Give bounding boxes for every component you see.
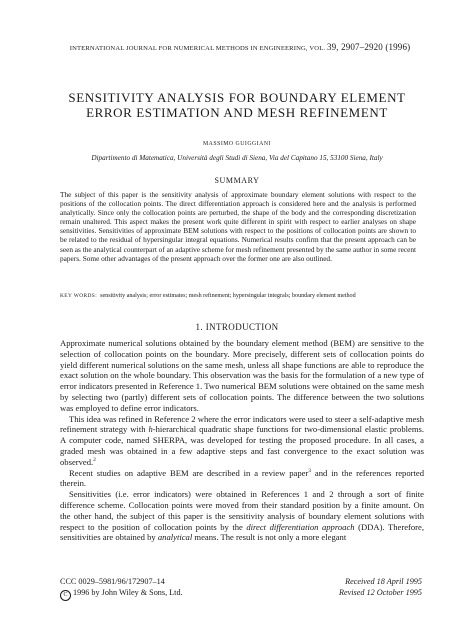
ccc-code: CCC 0029–5981/96/172907–14 — [60, 577, 165, 586]
section-heading: 1. INTRODUCTION — [195, 322, 279, 332]
journal-header — [50, 42, 430, 52]
keywords-text: sensitivity analysis; error estimates; mesh refinement; hypersingular integrals; boundary element method — [100, 293, 356, 299]
summary-text: The subject of this paper is the sensitivity analysis of approximate boundary element solutions with respect to the positions of the collocation points. The direct differentiation approach is considered here and the analysis is performed analytically. Since only the collocation points are perturbed, the shape of the body and the corresponding discretization remain unaltered. This aspect makes the present work quite different in spirit with respect to earlier analyses on shape sensitivities. Sensitivities of approximate BEM solutions with respect to the positions of collocation points are shown to be related to the residual of hypersingular integral equations. Numerical results confirm that the present approach can be seen as the analytical counterpart of an adaptive scheme for mesh refinement presented by the same author in some recent papers. Some other advantages of the present approach over the former one are also outlined. — [60, 190, 416, 263]
paragraph-4-italic-dda: direct differentiation approach — [246, 521, 355, 532]
paragraph-4 — [60, 489, 424, 543]
received-date: Received 18 April 1995 — [345, 577, 422, 586]
volume-pages: 39, 2907–2920 (1996) — [327, 42, 411, 52]
keywords-label: KEY WORDS: — [60, 293, 98, 299]
author-name: MASSIMO GUIGGIANI — [203, 141, 271, 147]
title-line-1: SENSITIVITY ANALYSIS FOR BOUNDARY ELEMENT — [68, 90, 406, 105]
paragraph-3-text-b: and in the references reported therein. — [60, 467, 424, 489]
paragraph-2-text-b: -hierarchical quadratic shape functions for two-dimensional elastic problems. A computer code, named SHERPA, was developed for testing the proposed procedure. In all cases, a graded mesh was obtained in a few adaptive steps and fast convergence to the exact solution was observed. — [60, 424, 424, 467]
journal-name: INTERNATIONAL JOURNAL FOR NUMERICAL METHODS IN ENGINEERING, VOL. — [69, 45, 326, 52]
copyright-line — [60, 588, 183, 601]
paragraph-2 — [60, 414, 424, 468]
paragraph-2-italic-h: h — [148, 424, 153, 435]
paragraph-4-italic-analytical: analytical — [157, 532, 193, 543]
footer-right — [339, 577, 422, 598]
summary-heading: SUMMARY — [214, 176, 260, 185]
keywords-line — [60, 293, 432, 299]
reference-3-superscript: 3 — [308, 467, 312, 474]
reference-2-superscript: 2 — [93, 456, 96, 463]
revised-date: Revised 12 October 1995 — [339, 587, 422, 597]
paragraph-3-text-a: Recent studies on adaptive BEM are described in a review paper — [69, 467, 309, 478]
paragraph-1: Approximate numerical solutions obtained by the boundary element method (BEM) are sensitive to the selection of collocation points on the boundary. More precisely, different sets of collocation points do yield different numerical solutions on the same mesh, unless all shape functions are able to reproduce the exact solution on the whole boundary. This observation was the basis for the formulation of a new type of error indicators presented in Reference 1. Two numerical BEM solutions were obtained on the same mesh by selecting two (partly) different sets of collocation points. The difference between the two solutions was employed to define error indicators. — [60, 338, 424, 413]
paragraph-2-text-a: This idea was refined in Reference 2 where the error indicators were used to steer a self-adaptive mesh refinement strategy with — [60, 413, 424, 435]
paragraph-3 — [60, 468, 424, 490]
title-line-2: ERROR ESTIMATION AND MESH REFINEMENT — [86, 105, 388, 120]
paper-title — [30, 90, 444, 120]
copyright-icon: C — [60, 590, 71, 601]
footer-left — [60, 577, 183, 601]
paragraph-4-text-b: (DDA). Therefore, sensitivities are obtained by — [60, 521, 424, 543]
introduction-body — [60, 338, 424, 543]
paragraph-4-text-a: Sensitivities (i.e. error indicators) were obtained in References 1 and 2 through a sort of finite difference scheme. Collocation points were moved from their standard position by a finite amount. On the other hand, the subject of this paper is the sensitivity analysis of boundary element solutions with respect to the position of collocation points by the — [60, 489, 424, 532]
author-affiliation: Dipartimento di Matematica, Università degli Studi di Siena, Via del Capitano 15, 53100 Siena, Italy — [91, 154, 383, 162]
paragraph-4-text-c: means. The result is not only a more elegant — [192, 532, 347, 543]
summary-body — [60, 190, 416, 263]
copyright-text: 1996 by John Wiley & Sons, Ltd. — [73, 587, 183, 597]
